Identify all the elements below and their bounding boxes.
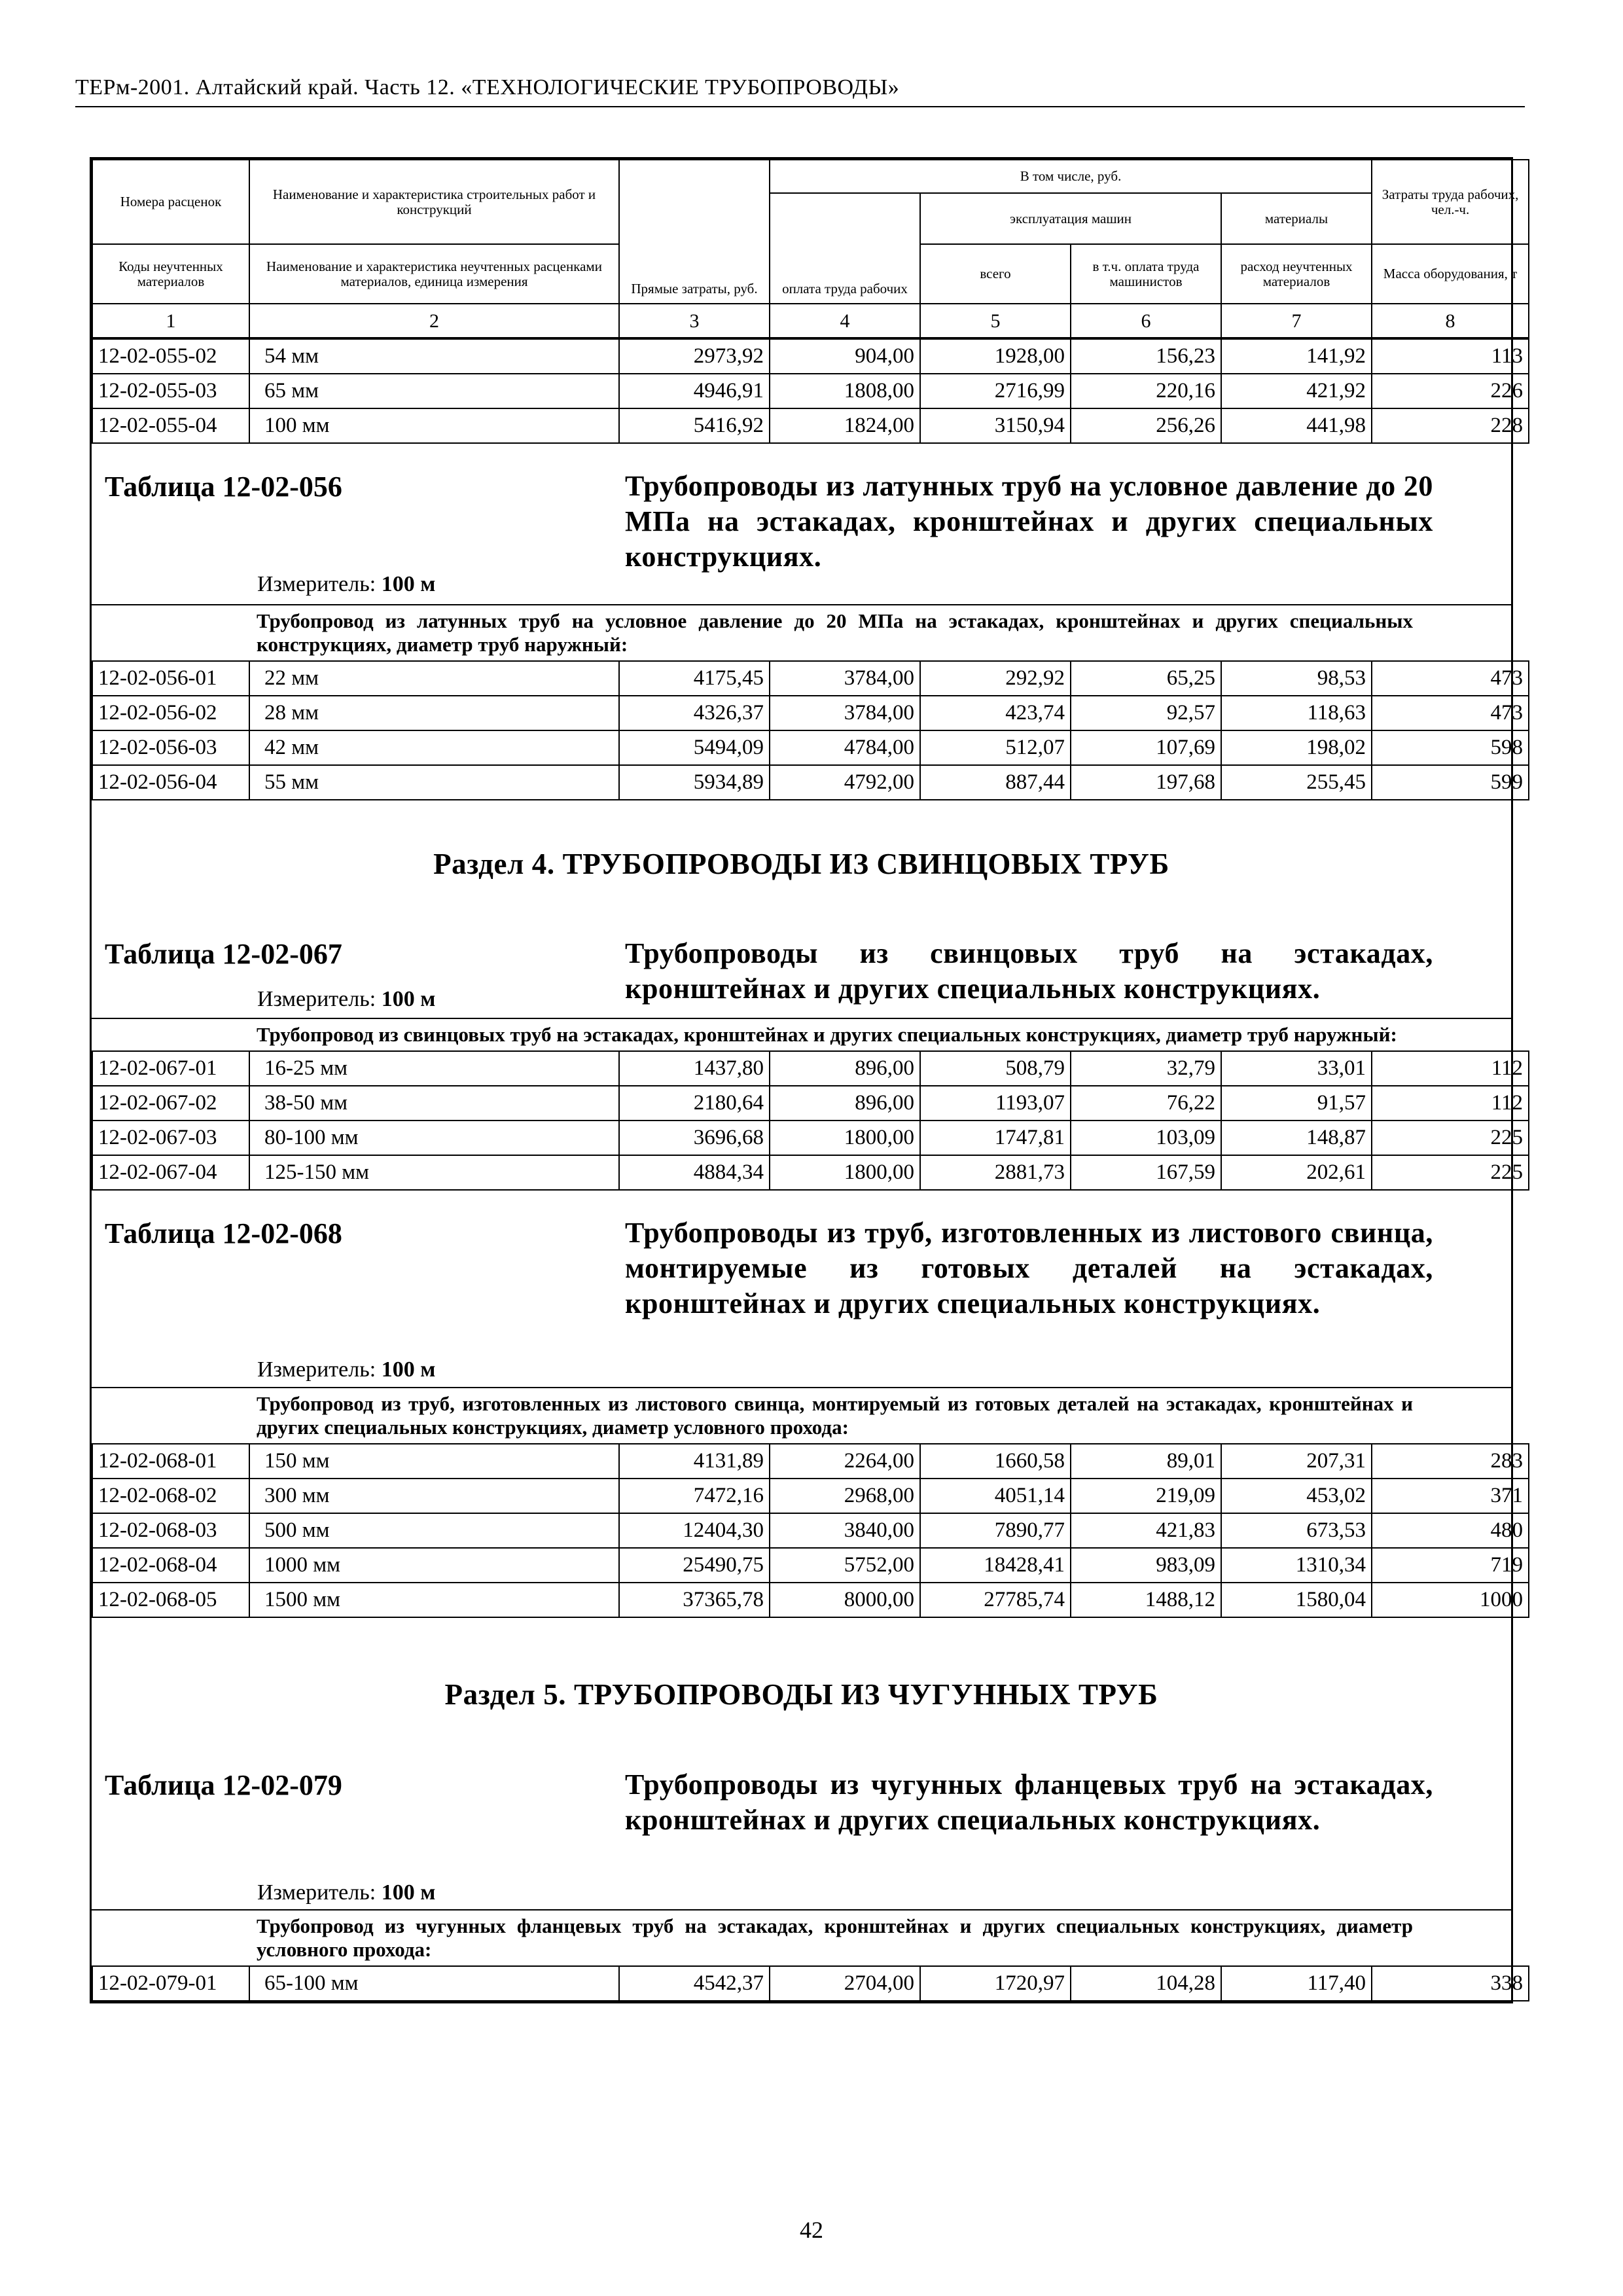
table-number: Таблица 12-02-056: [105, 471, 342, 503]
direct-costs: 5934,89: [619, 765, 770, 800]
rate-code: 12-02-056-04: [92, 765, 249, 800]
rows-table: [92, 660, 1529, 800]
rate-code: 12-02-056-02: [92, 696, 249, 730]
header-materials: материалы: [1221, 193, 1372, 244]
machinist-pay: 983,09: [1071, 1548, 1221, 1583]
machine-total: 7890,77: [920, 1513, 1071, 1548]
labor-costs: 113: [1372, 339, 1529, 374]
machine-total: 1720,97: [920, 1966, 1071, 2001]
meter-label: Измеритель:: [257, 1880, 376, 1905]
direct-costs: 4131,89: [619, 1444, 770, 1479]
machinist-pay: 156,23: [1071, 339, 1221, 374]
table-row: [92, 1155, 1529, 1190]
header-equipment-mass: Масса оборудования, т: [1372, 244, 1529, 304]
machinist-pay: 167,59: [1071, 1155, 1221, 1190]
labor-pay: 3784,00: [770, 661, 920, 696]
materials: 198,02: [1221, 730, 1372, 765]
header-rule: [75, 106, 1525, 107]
rates-document: [90, 157, 1523, 2003]
rate-code: 12-02-067-02: [92, 1086, 249, 1121]
labor-pay: 1800,00: [770, 1155, 920, 1190]
table-number: Таблица 12-02-068: [105, 1217, 342, 1249]
work-name: 80-100 мм: [249, 1121, 619, 1155]
labor-costs: 225: [1372, 1155, 1529, 1190]
table-heading-068: [92, 1191, 1511, 1387]
meter-value: 100 м: [381, 572, 436, 596]
machine-total: 1928,00: [920, 339, 1071, 374]
labor-costs: 338: [1372, 1966, 1529, 2001]
table-row: [92, 1583, 1529, 1617]
work-name: 300 мм: [249, 1479, 619, 1513]
materials: 202,61: [1221, 1155, 1372, 1190]
rate-code: 12-02-056-03: [92, 730, 249, 765]
machine-total: 292,92: [920, 661, 1071, 696]
table-number: Таблица 12-02-067: [105, 938, 342, 970]
materials: 98,53: [1221, 661, 1372, 696]
meter: [257, 987, 435, 1012]
header-total: всего: [920, 244, 1071, 304]
labor-costs: 480: [1372, 1513, 1529, 1548]
section-heading-4: Раздел 4. ТРУБОПРОВОДЫ ИЗ СВИНЦОВЫХ ТРУБ: [433, 848, 1169, 880]
materials: 453,02: [1221, 1479, 1372, 1513]
work-name: 55 мм: [249, 765, 619, 800]
materials: 1580,04: [1221, 1583, 1372, 1617]
labor-pay: 2264,00: [770, 1444, 920, 1479]
table-row: [92, 765, 1529, 800]
labor-costs: 1000: [1372, 1583, 1529, 1617]
labor-pay: 5752,00: [770, 1548, 920, 1583]
work-name: 100 мм: [249, 408, 619, 443]
meter: [257, 1357, 435, 1382]
direct-costs: 2973,92: [619, 339, 770, 374]
table-row: [92, 1121, 1529, 1155]
materials: 148,87: [1221, 1121, 1372, 1155]
table-row: [92, 408, 1529, 443]
table-description: Трубопровод из труб, изготовленных из листового свинца, монтируемый из готовых деталей на эстакадах, кронштейнах и других специальных конструкциях, диаметр условного прохода:: [92, 1387, 1511, 1443]
materials: 673,53: [1221, 1513, 1372, 1548]
labor-costs: 112: [1372, 1086, 1529, 1121]
rate-code: 12-02-056-01: [92, 661, 249, 696]
labor-pay: 2968,00: [770, 1479, 920, 1513]
table-row: [92, 1548, 1529, 1583]
header-labor-pay: оплата труда рабочих: [770, 193, 920, 304]
header-direct-costs: Прямые затраты, руб.: [619, 160, 770, 304]
column-number: 2: [249, 304, 619, 338]
rows-table: [92, 1050, 1529, 1191]
machine-total: 887,44: [920, 765, 1071, 800]
column-number: 7: [1221, 304, 1372, 338]
table-row: [92, 730, 1529, 765]
machinist-pay: 89,01: [1071, 1444, 1221, 1479]
direct-costs: 5494,09: [619, 730, 770, 765]
direct-costs: 4326,37: [619, 696, 770, 730]
table-title: Трубопроводы из свинцовых труб на эстакадах, кронштейнах и других специальных конструкциях.: [625, 937, 1433, 1005]
machinist-pay: 76,22: [1071, 1086, 1221, 1121]
labor-pay: 896,00: [770, 1051, 920, 1086]
labor-costs: 719: [1372, 1548, 1529, 1583]
labor-costs: 371: [1372, 1479, 1529, 1513]
table-row: [92, 1479, 1529, 1513]
header-unaccounted-consumption: расход неучтенных материалов: [1221, 244, 1372, 304]
labor-pay: 896,00: [770, 1086, 920, 1121]
meter-value: 100 м: [381, 1357, 436, 1382]
labor-costs: 112: [1372, 1051, 1529, 1086]
materials: 1310,34: [1221, 1548, 1372, 1583]
labor-pay: 8000,00: [770, 1583, 920, 1617]
rate-code: 12-02-068-02: [92, 1479, 249, 1513]
rate-code: 12-02-079-01: [92, 1966, 249, 2001]
table-heading-067: [92, 920, 1511, 1018]
rate-code: 12-02-067-01: [92, 1051, 249, 1086]
column-number: 4: [770, 304, 920, 338]
machine-total: 1660,58: [920, 1444, 1071, 1479]
column-number: 5: [920, 304, 1071, 338]
work-name: 150 мм: [249, 1444, 619, 1479]
materials: 207,31: [1221, 1444, 1372, 1479]
table-row: [92, 1513, 1529, 1548]
direct-costs: 1437,80: [619, 1051, 770, 1086]
machinist-pay: 219,09: [1071, 1479, 1221, 1513]
meter-value: 100 м: [381, 987, 436, 1011]
work-name: 65-100 мм: [249, 1966, 619, 2001]
direct-costs: 3696,68: [619, 1121, 770, 1155]
materials: 441,98: [1221, 408, 1372, 443]
machinist-pay: 256,26: [1071, 408, 1221, 443]
direct-costs: 4884,34: [619, 1155, 770, 1190]
rate-code: 12-02-067-04: [92, 1155, 249, 1190]
column-header-table: [92, 159, 1529, 338]
rows-table: [92, 338, 1529, 444]
table-row: [92, 339, 1529, 374]
direct-costs: 37365,78: [619, 1583, 770, 1617]
machinist-pay: 107,69: [1071, 730, 1221, 765]
work-name: 38-50 мм: [249, 1086, 619, 1121]
rate-code: 12-02-068-04: [92, 1548, 249, 1583]
header-unaccounted-codes: Коды неучтенных материалов: [92, 244, 249, 304]
table-title: Трубопроводы из латунных труб на условное давление до 20 МПа на эстакадах, кронштейнах и других специальных конструкциях.: [625, 470, 1433, 573]
materials: 141,92: [1221, 339, 1372, 374]
machinist-pay: 421,83: [1071, 1513, 1221, 1548]
column-number: 6: [1071, 304, 1221, 338]
work-name: 125-150 мм: [249, 1155, 619, 1190]
materials: 91,57: [1221, 1086, 1372, 1121]
machine-total: 1193,07: [920, 1086, 1071, 1121]
direct-costs: 4175,45: [619, 661, 770, 696]
labor-pay: 1808,00: [770, 374, 920, 408]
work-name: 54 мм: [249, 339, 619, 374]
direct-costs: 25490,75: [619, 1548, 770, 1583]
meter-label: Измеритель:: [257, 1357, 376, 1382]
work-name: 65 мм: [249, 374, 619, 408]
machinist-pay: 220,16: [1071, 374, 1221, 408]
materials: 255,45: [1221, 765, 1372, 800]
table-row: [92, 1086, 1529, 1121]
running-header: ТЕРм-2001. Алтайский край. Часть 12. «ТЕХНОЛОГИЧЕСКИЕ ТРУБОПРОВОДЫ»: [75, 75, 900, 99]
header-incl-machinist: в т.ч. оплата труда машинистов: [1071, 244, 1221, 304]
rate-code: 12-02-068-01: [92, 1444, 249, 1479]
direct-costs: 5416,92: [619, 408, 770, 443]
labor-pay: 1800,00: [770, 1121, 920, 1155]
meter-label: Измеритель:: [257, 572, 376, 596]
table-description: Трубопровод из чугунных фланцевых труб на эстакадах, кронштейнах и других специальных конструкциях, диаметр условного прохода:: [92, 1909, 1511, 1965]
labor-pay: 4784,00: [770, 730, 920, 765]
materials: 117,40: [1221, 1966, 1372, 2001]
labor-costs: 283: [1372, 1444, 1529, 1479]
materials: 33,01: [1221, 1051, 1372, 1086]
work-name: 22 мм: [249, 661, 619, 696]
table-heading-056: [92, 444, 1511, 604]
labor-pay: 1824,00: [770, 408, 920, 443]
rate-code: 12-02-068-03: [92, 1513, 249, 1548]
labor-pay: 904,00: [770, 339, 920, 374]
header-in-total: В том числе, руб.: [770, 160, 1372, 193]
labor-costs: 226: [1372, 374, 1529, 408]
work-name: 28 мм: [249, 696, 619, 730]
work-name: 1500 мм: [249, 1583, 619, 1617]
labor-costs: 228: [1372, 408, 1529, 443]
direct-costs: 4542,37: [619, 1966, 770, 2001]
direct-costs: 2180,64: [619, 1086, 770, 1121]
table-row: [92, 1966, 1529, 2001]
table-row: [92, 1444, 1529, 1479]
machine-total: 3150,94: [920, 408, 1071, 443]
machine-total: 423,74: [920, 696, 1071, 730]
rate-code: 12-02-068-05: [92, 1583, 249, 1617]
column-number: 8: [1372, 304, 1529, 338]
table-row: [92, 696, 1529, 730]
section-heading-5: Раздел 5. ТРУБОПРОВОДЫ ИЗ ЧУГУННЫХ ТРУБ: [444, 1678, 1158, 1711]
column-number: 3: [619, 304, 770, 338]
labor-pay: 4792,00: [770, 765, 920, 800]
labor-costs: 598: [1372, 730, 1529, 765]
machine-total: 512,07: [920, 730, 1071, 765]
header-name: Наименование и характеристика строительных работ и конструкций: [249, 160, 619, 244]
machinist-pay: 197,68: [1071, 765, 1221, 800]
machine-total: 4051,14: [920, 1479, 1071, 1513]
labor-costs: 473: [1372, 696, 1529, 730]
header-machine-ops: эксплуатация машин: [920, 193, 1221, 244]
work-name: 1000 мм: [249, 1548, 619, 1583]
labor-pay: 2704,00: [770, 1966, 920, 2001]
machinist-pay: 65,25: [1071, 661, 1221, 696]
meter-label: Измеритель:: [257, 987, 376, 1011]
rows-table: [92, 1965, 1529, 2001]
machinist-pay: 32,79: [1071, 1051, 1221, 1086]
labor-pay: 3784,00: [770, 696, 920, 730]
table-description: Трубопровод из свинцовых труб на эстакадах, кронштейнах и других специальных конструкциях, диаметр труб наружный:: [92, 1018, 1511, 1050]
header-labor-costs: Затраты труда рабочих, чел.-ч.: [1372, 160, 1529, 244]
labor-pay: 3840,00: [770, 1513, 920, 1548]
machine-total: 1747,81: [920, 1121, 1071, 1155]
rate-code: 12-02-055-03: [92, 374, 249, 408]
machine-total: 508,79: [920, 1051, 1071, 1086]
machine-total: 2881,73: [920, 1155, 1071, 1190]
labor-costs: 225: [1372, 1121, 1529, 1155]
table-description: Трубопровод из латунных труб на условное давление до 20 МПа на эстакадах, кронштейнах и других специальных конструкциях, диаметр труб наружный:: [92, 604, 1511, 660]
meter: [257, 572, 435, 597]
table-title: Трубопроводы из труб, изготовленных из листового свинца, монтируемые из готовых деталей на эстакадах, кронштейнах и других специальных конструкциях.: [625, 1217, 1433, 1319]
table-row: [92, 374, 1529, 408]
work-name: 500 мм: [249, 1513, 619, 1548]
machine-total: 2716,99: [920, 374, 1071, 408]
direct-costs: 12404,30: [619, 1513, 770, 1548]
machinist-pay: 103,09: [1071, 1121, 1221, 1155]
page-number: 42: [800, 2217, 823, 2243]
machine-total: 18428,41: [920, 1548, 1071, 1583]
work-name: 16-25 мм: [249, 1051, 619, 1086]
header-unaccounted-name: Наименование и характеристика неучтенных расценками материалов, единица измерения: [249, 244, 619, 304]
table-heading-079: [92, 1762, 1511, 1909]
machinist-pay: 1488,12: [1071, 1583, 1221, 1617]
column-number: 1: [92, 304, 249, 338]
direct-costs: 4946,91: [619, 374, 770, 408]
table-title: Трубопроводы из чугунных фланцевых труб на эстакадах, кронштейнах и других специальных конструкциях.: [625, 1768, 1433, 1836]
work-name: 42 мм: [249, 730, 619, 765]
materials: 421,92: [1221, 374, 1372, 408]
table-number: Таблица 12-02-079: [105, 1769, 342, 1801]
labor-costs: 599: [1372, 765, 1529, 800]
direct-costs: 7472,16: [619, 1479, 770, 1513]
rate-code: 12-02-055-04: [92, 408, 249, 443]
labor-costs: 473: [1372, 661, 1529, 696]
meter-value: 100 м: [381, 1880, 436, 1905]
machinist-pay: 92,57: [1071, 696, 1221, 730]
machine-total: 27785,74: [920, 1583, 1071, 1617]
rate-code: 12-02-067-03: [92, 1121, 249, 1155]
rows-table: [92, 1443, 1529, 1618]
rate-code: 12-02-055-02: [92, 339, 249, 374]
machinist-pay: 104,28: [1071, 1966, 1221, 2001]
meter: [257, 1880, 435, 1905]
table-row: [92, 1051, 1529, 1086]
table-row: [92, 661, 1529, 696]
materials: 118,63: [1221, 696, 1372, 730]
header-codes: Номера расценок: [92, 160, 249, 244]
